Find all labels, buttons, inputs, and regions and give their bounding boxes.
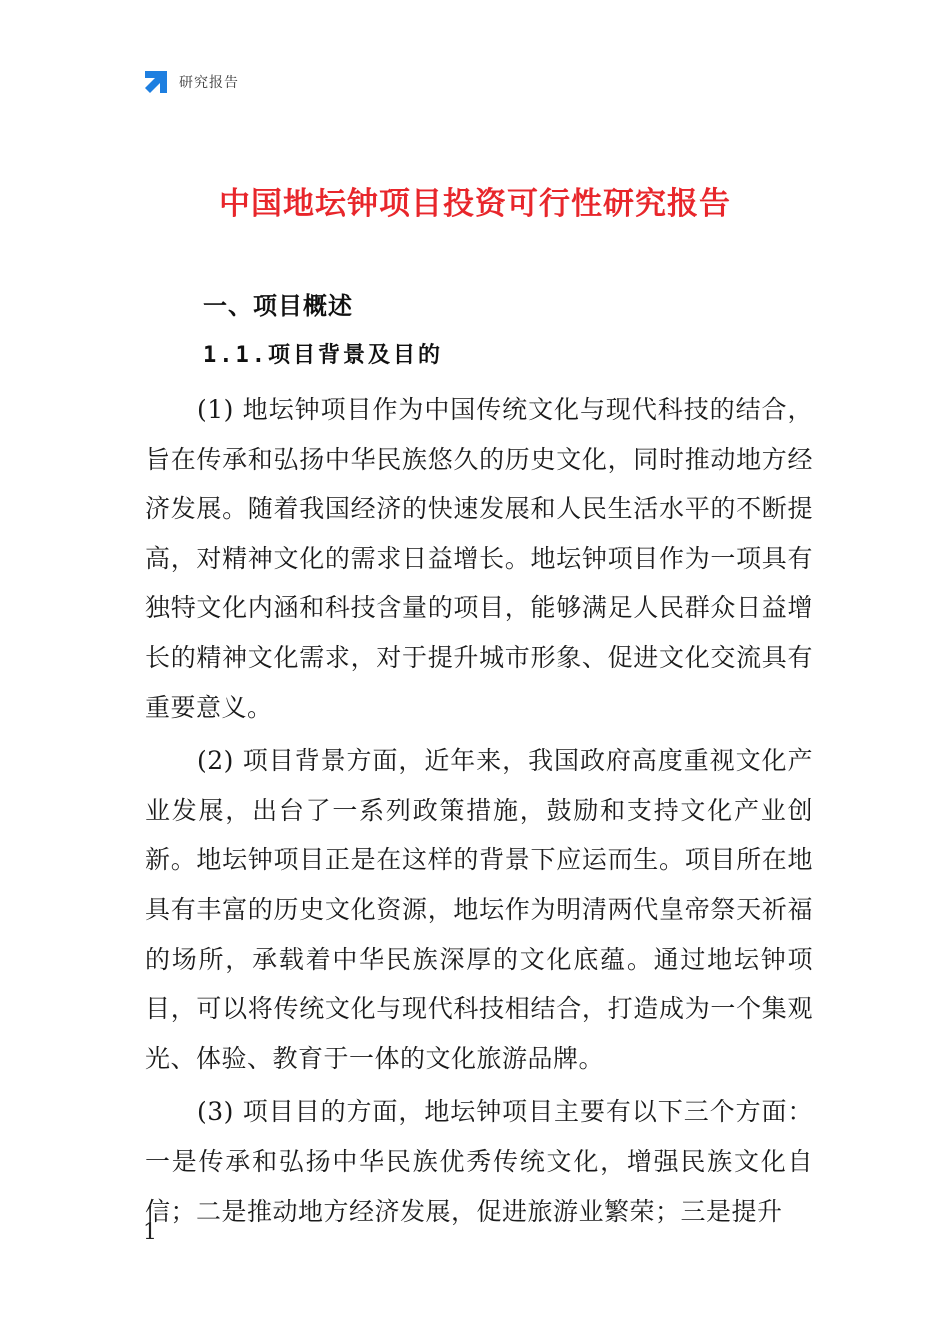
- page-header: [143, 68, 239, 96]
- arrow-up-right-icon: [143, 69, 169, 95]
- section-heading: 一、项目概述: [203, 292, 353, 320]
- subsection-heading: 1.1.项目背景及目的: [203, 343, 443, 368]
- header-label: 研究报告: [179, 75, 239, 91]
- paragraph-2: (2) 项目背景方面，近年来，我国政府高度重视文化产业发展，出台了一系列政策措施，鼓励和支持文化产业创新。地坛钟项目正是在这样的背景下应运而生。项目所在地具有丰富的历史文化资源，地坛作为明清两代皇帝祭天祈福的场所，承载着中华民族深厚的文化底蕴。通过地坛钟项目，可以将传统文化与现代科技相结合，打造成为一个集观光、体验、教育于一体的文化旅游品牌。: [145, 746, 813, 1073]
- paragraph-1: (1) 地坛钟项目作为中国传统文化与现代科技的结合，旨在传承和弘扬中华民族悠久的历史文化，同时推动地方经济发展。随着我国经济的快速发展和人民生活水平的不断提高，对精神文化的需求日益增长。地坛钟项目作为一项具有独特文化内涵和科技含量的项目，能够满足人民群众日益增长的精神文化需求，对于提升城市形象、促进文化交流具有重要意义。: [145, 395, 813, 722]
- document-body: [145, 385, 813, 1240]
- page-number: 1: [143, 1220, 157, 1245]
- document-title: 中国地坛钟项目投资可行性研究报告: [219, 186, 731, 222]
- paragraph-3: (3) 项目目的方面，地坛钟项目主要有以下三个方面：一是传承和弘扬中华民族优秀传统文化，增强民族文化自信；二是推动地方经济发展，促进旅游业繁荣；三是提升: [145, 1097, 813, 1226]
